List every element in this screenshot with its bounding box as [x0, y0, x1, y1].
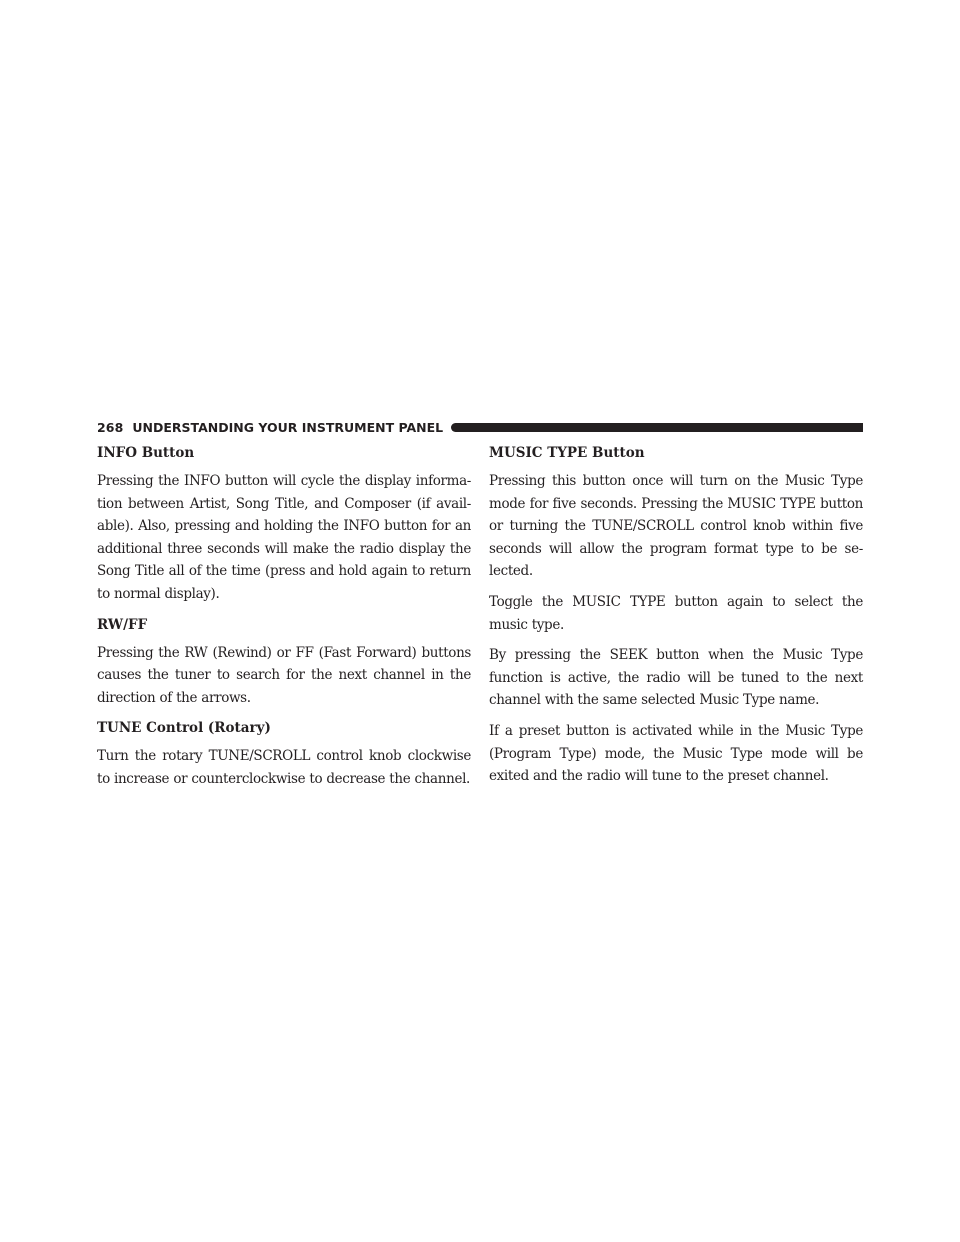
rw-ff-heading: RW/FF	[97, 616, 148, 633]
header-rule	[451, 423, 863, 432]
left-column	[97, 442, 471, 799]
info-button-paragraph: Pressing the INFO button will cycle the display informa-tion between Artist, Song Title, and Composer (if avail-able). Also, pressing and holding the INFO button for an additional three seconds will make the radio display the Song Title all of the time (press and hold again to return to normal display).	[97, 473, 471, 602]
music-type-paragraph-4: If a preset button is activated while in the Music Type (Program Type) mode, the Music Type mode will be exited and the radio will tune to the preset channel.	[489, 722, 863, 785]
music-type-paragraph-2: Toggle the MUSIC TYPE button again to select the music type.	[489, 593, 863, 633]
section-title: UNDERSTANDING YOUR INSTRUMENT PANEL	[132, 419, 444, 435]
music-type-paragraph-3: By pressing the SEEK button when the Music Type function is active, the radio will be tuned to the next channel with the same selected Music Type name.	[489, 647, 863, 709]
tune-control-paragraph: Turn the rotary TUNE/SCROLL control knob clockwise to increase or counterclockwise to decrease the channel.	[97, 748, 471, 787]
rw-ff-paragraph: Pressing the RW (Rewind) or FF (Fast Forward) buttons causes the tuner to search for the next channel in the direction of the arrows.	[97, 644, 471, 706]
info-button-heading: INFO Button	[97, 445, 195, 461]
tune-control-heading: TUNE Control (Rotary)	[97, 720, 271, 737]
page-header	[97, 419, 863, 435]
page-number: 268	[97, 419, 124, 435]
music-type-heading: MUSIC TYPE Button	[489, 445, 645, 461]
right-column	[489, 442, 863, 796]
music-type-paragraph-1: Pressing this button once will turn on the Music Type mode for five seconds. Pressing the MUSIC TYPE button or turning the TUNE/SCROLL control knob within five seconds will allow the program format type to be se-lected.	[489, 473, 863, 580]
